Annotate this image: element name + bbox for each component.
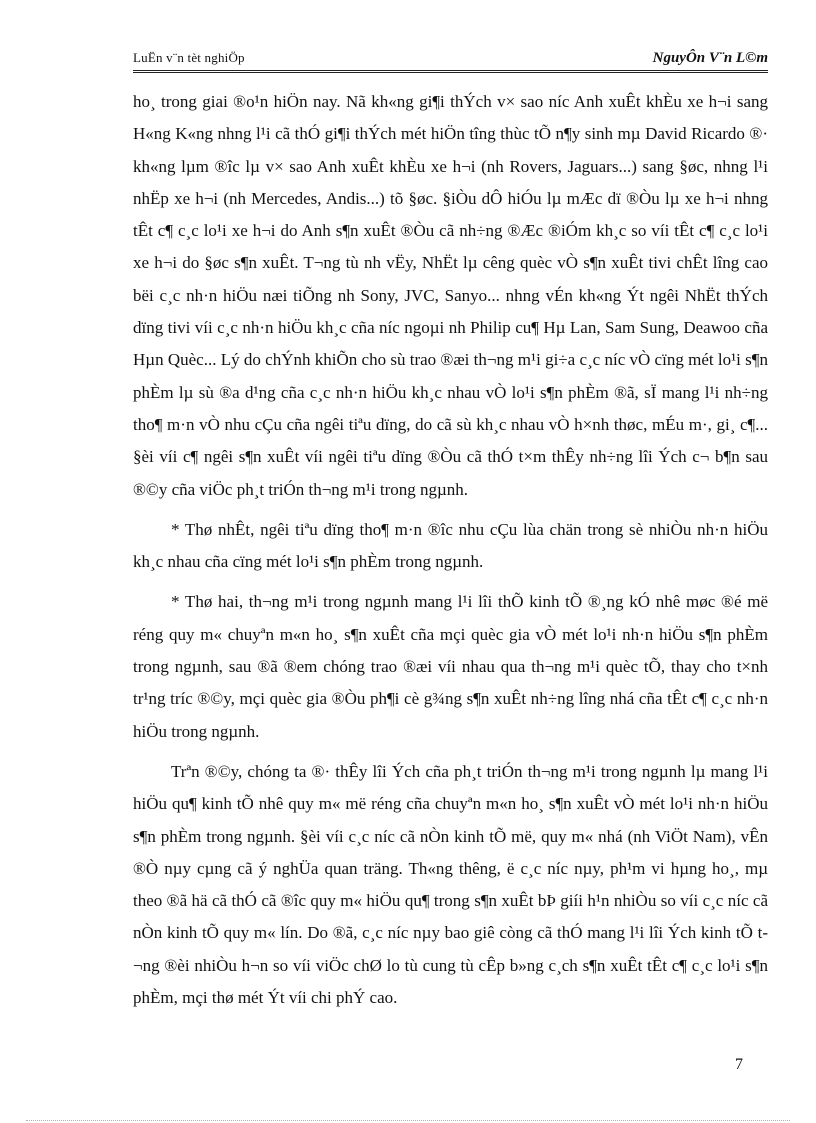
document-title: LuËn v¨n tèt nghiÖp [133,50,245,65]
page-header [133,50,768,70]
page-body [133,86,768,1014]
author-name: NguyÔn V¨n L©m [652,50,768,66]
body-paragraph: * Thø hai, th¬ng m¹i trong ngµnh mang l¹i lîi thÕ kinh tÕ ®¸ng kÓ nhê møc ®é më réng quy m« chuyªn m«n ho¸ s¶n xuÊt cña mçi quèc gia vÒ mét lo¹i nh·n hiÖu s¶n phÈm trong ngµnh, sau ®ã ®em chóng trao ®æi víi nhau qua th¬ng m¹i quèc tÕ, thay cho t×nh tr¹ng tríc ®©y, mçi quèc gia ®Òu ph¶i cè g¾ng s¶n xuÊt nh÷ng lîng nhá cña tÊt c¶ c¸c nh·n hiÖu trong ngµnh. [133,592,768,741]
header-divider [133,70,768,73]
page-bottom-divider [26,1120,790,1121]
body-paragraph: Trªn ®©y, chóng ta ®· thÊy lîi Ých cña ph¸t triÓn th¬ng m¹i trong ngµnh lµ mang l¹i hiÖu qu¶ kinh tÕ nhê quy m« më réng cña chuyªn m«n ho¸ s¶n xuÊt vÒ mét lo¹i nh·n hiÖu s¶n phÈm trong ngµnh. §èi víi c¸c níc cã nÒn kinh tÕ më, quy m« nhá (nh ViÖt Nam), vÊn ®Ò nµy cµng cã ý nghÜa quan träng. Th«ng thêng, ë c¸c níc nµy, ph¹m vi hµng ho¸, mµ theo ®ã hä cã thÓ cã ®îc quy m« hiÖu qu¶ trong s¶n xuÊt bÞ giíi h¹n nhiÒu so víi c¸c níc cã nÒn kinh tÕ quy m« lín. Do ®ã, c¸c níc nµy bao giê còng cã thÓ mang l¹i lîi Ých kinh tÕ t¬ng ®èi nhiÒu h¬n so víi viÖc chØ lo tù cung tù cÊp b»ng c¸ch s¶n xuÊt tÊt c¶ c¸c lo¹i s¶n phÈm, mçi thø mét Ýt víi chi phÝ cao. [133,761,768,1008]
page-number: 7 [735,1056,743,1073]
body-paragraph: * Thø nhÊt, ngêi tiªu dïng tho¶ m·n ®îc nhu cÇu lùa chän trong sè nhiÒu nh·n hiÖu kh¸c nhau cña cïng mét lo¹i s¶n phÈm trong ngµnh. [133,519,768,572]
body-paragraph: ho¸ trong giai ®o¹n hiÖn nay. Nã kh«ng gi¶i thÝch v× sao níc Anh xuÊt khÈu xe h¬i sang H«ng K«ng nhng l¹i cã thÓ gi¶i thÝch mét hiÖn tîng thùc tÕ n¶y sinh mµ David Ricardo ®· kh«ng lµm ®îc lµ v× sao Anh xuÊt khÈu xe h¬i (nh Rovers, Jaguars...) sang §øc, nhng l¹i nhËp xe h¬i (nh Mercedes, Andis...) tõ §øc. §iÒu dÔ hiÓu lµ mÆc dï ®Òu lµ xe h¬i nhng tÊt c¶ c¸c lo¹i xe h¬i do Anh s¶n xuÊt ®Òu cã nh÷ng ®Æc ®iÓm kh¸c so víi tÊt c¶ c¸c lo¹i xe h¬i do §øc s¶n xuÊt. T¬ng tù nh vËy, NhËt lµ cêng quèc vÒ s¶n xuÊt tivi chÊt lîng cao bëi c¸c nh·n hiÖu næi tiÕng nh Sony, JVC, Sanyo... nhng vÉn kh«ng Ýt ngêi NhËt thÝch dïng tivi víi c¸c nh·n hiÖu kh¸c cña níc ngoµi nh Philip cu¶ Hµ Lan, Sam Sung, Deawoo cña Hµn Quèc... Lý do chÝnh khiÕn cho sù trao ®æi th¬ng m¹i gi÷a c¸c níc vÒ cïng mét lo¹i s¶n phÈm lµ sù ®a d¹ng cña c¸c nh·n hiÖu kh¸c nhau vÒ lo¹i s¶n phÈm ®ã, sÏ mang l¹i nh÷ng tho¶ m·n vÒ nhu cÇu cña ngêi tiªu dïng, do cã sù kh¸c nhau vÒ h×nh thøc, mÉu m·, gi¸ c¶... §èi víi c¶ ngêi s¶n xuÊt víi ngêi tiªu dïng ®Òu cã thÓ t×m thÊy nh÷ng lîi Ých c¬ b¶n sau ®©y cña viÖc ph¸t triÓn th¬ng m¹i trong ngµnh. [133,92,768,499]
